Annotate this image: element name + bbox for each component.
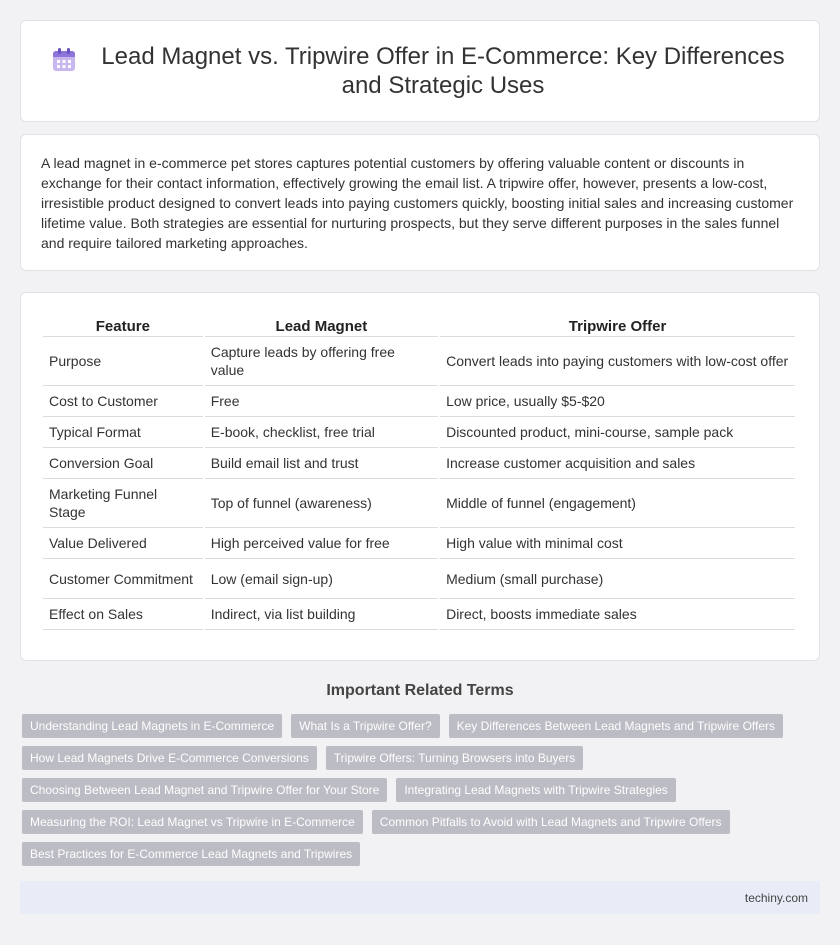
table-row	[43, 559, 795, 599]
table-cell-feature: Typical Format	[43, 417, 203, 448]
table-cell-tripwire: Direct, boosts immediate sales	[440, 599, 795, 630]
page-title: Lead Magnet vs. Tripwire Offer in E-Commerce: Key Differences and Strategic Uses	[101, 43, 785, 99]
table-cell-tripwire: High value with minimal cost	[440, 528, 795, 559]
table-row	[43, 386, 795, 417]
comparison-table	[41, 311, 797, 630]
table-cell-feature: Customer Commitment	[43, 559, 203, 599]
related-term-tag[interactable]: Measuring the ROI: Lead Magnet vs Tripwire in E-Commerce	[22, 810, 363, 834]
table-header-tripwire: Tripwire Offer	[440, 311, 795, 337]
table-cell-tripwire: Increase customer acquisition and sales	[440, 448, 795, 479]
table-cell-lead-magnet: Free	[205, 386, 438, 417]
related-term-tag[interactable]: Best Practices for E-Commerce Lead Magnets and Tripwires	[22, 842, 360, 866]
table-header-lead-magnet: Lead Magnet	[205, 311, 438, 337]
table-header-row	[43, 311, 795, 337]
table-cell-feature: Effect on Sales	[43, 599, 203, 630]
related-term-tag[interactable]: Key Differences Between Lead Magnets and Tripwire Offers	[449, 714, 783, 738]
table-cell-lead-magnet: Indirect, via list building	[205, 599, 438, 630]
table-cell-lead-magnet: Build email list and trust	[205, 448, 438, 479]
table-cell-feature: Purpose	[43, 337, 203, 386]
intro-card	[20, 134, 820, 271]
calendar-icon	[50, 46, 78, 74]
table-cell-tripwire: Middle of funnel (engagement)	[440, 479, 795, 528]
related-term-tag[interactable]: Understanding Lead Magnets in E-Commerce	[22, 714, 282, 738]
table-row	[43, 599, 795, 630]
related-term-tag[interactable]: Common Pitfalls to Avoid with Lead Magnets and Tripwire Offers	[372, 810, 730, 834]
table-cell-tripwire: Discounted product, mini-course, sample pack	[440, 417, 795, 448]
related-term-tag[interactable]: What Is a Tripwire Offer?	[291, 714, 440, 738]
table-cell-tripwire: Medium (small purchase)	[440, 559, 795, 599]
table-row	[43, 417, 795, 448]
related-term-tag[interactable]: How Lead Magnets Drive E-Commerce Conversions	[22, 746, 317, 770]
table-row	[43, 448, 795, 479]
title-card	[20, 20, 820, 122]
table-row	[43, 337, 795, 386]
table-cell-feature: Marketing Funnel Stage	[43, 479, 203, 528]
footer-site-name[interactable]: techiny.com	[744, 890, 808, 905]
table-cell-tripwire: Low price, usually $5-$20	[440, 386, 795, 417]
table-cell-lead-magnet: E-book, checklist, free trial	[205, 417, 438, 448]
table-cell-lead-magnet: Low (email sign-up)	[205, 559, 438, 599]
table-row	[43, 479, 795, 528]
table-row	[43, 528, 795, 559]
footer	[20, 881, 820, 914]
table-cell-lead-magnet: Top of funnel (awareness)	[205, 479, 438, 528]
related-term-tag[interactable]: Integrating Lead Magnets with Tripwire Strategies	[396, 778, 675, 802]
table-cell-lead-magnet: Capture leads by offering free value	[205, 337, 438, 386]
table-cell-feature: Value Delivered	[43, 528, 203, 559]
table-cell-lead-magnet: High perceived value for free	[205, 528, 438, 559]
comparison-table-card	[20, 292, 820, 661]
table-header-feature: Feature	[43, 311, 203, 337]
table-cell-feature: Conversion Goal	[43, 448, 203, 479]
title-wrap	[50, 42, 790, 100]
table-cell-feature: Cost to Customer	[43, 386, 203, 417]
table-cell-tripwire: Convert leads into paying customers with low-cost offer	[440, 337, 795, 386]
related-term-tag[interactable]: Choosing Between Lead Magnet and Tripwire Offer for Your Store	[22, 778, 387, 802]
related-terms-title: Important Related Terms	[326, 682, 514, 699]
related-terms-list	[22, 714, 812, 874]
related-term-tag[interactable]: Tripwire Offers: Turning Browsers into Buyers	[326, 746, 583, 770]
intro-paragraph: A lead magnet in e-commerce pet stores captures potential customers by offering valuable content or discounts in exchange for their contact information, effectively growing the email list. A tripwire offer, however, presents a low-cost, irresistible product designed to convert leads into paying customers quickly, boosting initial sales and increasing customer lifetime value. Both strategies are essential for nurturing prospects, but they serve different purposes in the sales funnel and require tailored marketing approaches.	[41, 155, 794, 251]
